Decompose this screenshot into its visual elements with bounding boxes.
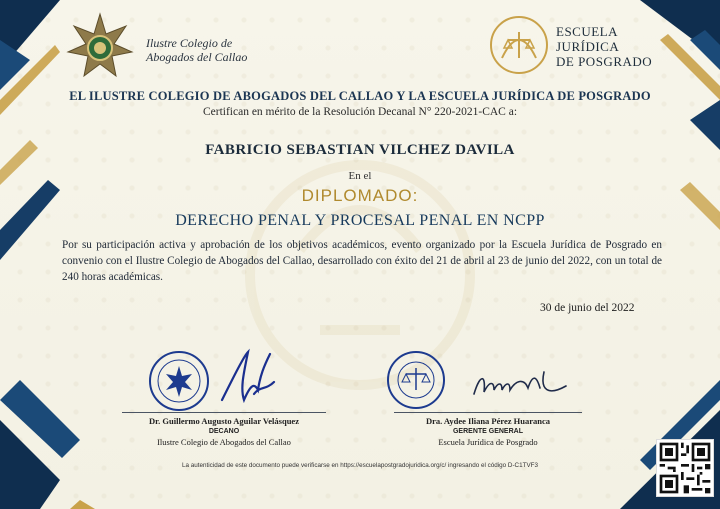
colegio-star-logo-icon [66, 12, 134, 80]
left-signature-line [122, 412, 326, 413]
in-the-label: En el [348, 170, 372, 182]
certificate-body: Por su participación activa y aprobación de los objetivos académicos, evento organizado por la Escuela Jurídica de Posgrado en convenio con el Ilustre Colegio de Abogados del Callao, desarrollado con éxito del 21 de abril al 23 de junio del 2022, con un total de 240 horas académicas. [62, 239, 662, 283]
right-signature-line [394, 412, 582, 413]
recipient-name: FABRICIO SEBASTIAN VILCHEZ DAVILA [205, 142, 515, 158]
program-name: DERECHO PENAL Y PROCESAL PENAL EN NCPP [175, 212, 545, 229]
escuela-seal-icon [384, 350, 448, 410]
left-signature [214, 346, 284, 412]
left-signer-org: Ilustre Colegio de Abogados del Callao [157, 437, 291, 447]
issuers-heading: EL ILUSTRE COLEGIO DE ABOGADOS DEL CALLAO Y LA ESCUELA JURÍDICA DE POSGRADO [69, 89, 651, 103]
brand-line3: DE POSGRADO [556, 54, 653, 69]
right-signer-title: GERENTE GENERAL [452, 427, 523, 435]
right-signer-org: Escuela Jurídica de Posgrado [438, 437, 538, 447]
verification-note: La autenticidad de este documento puede verificarse en https://escuelapostgradojuridica.org/c/ ingresando el código D-C1TVF3 [182, 462, 538, 469]
left-institution-line2: Abogados del Callao [146, 50, 248, 64]
decano-seal-icon [148, 350, 210, 412]
right-signer-name: Dra. Aydee Iliana Pérez Huaranca [425, 416, 551, 426]
resolution-text: Certifican en mérito de la Resolución Decanal N° 220-2021-CAC a: [202, 106, 518, 118]
brand-line2: JURÍDICA [556, 39, 620, 54]
right-signature [470, 366, 580, 410]
left-signer-name: Dr. Guillermo Augusto Aguilar Velásquez [149, 416, 299, 426]
program-type: DIPLOMADO: [301, 186, 419, 205]
escuela-juridica-logo-icon [488, 14, 550, 76]
brand-line1: ESCUELA [556, 24, 618, 39]
issue-date: 30 de junio del 2022 [540, 302, 635, 314]
qr-code[interactable] [656, 439, 714, 497]
left-signer-title: DECANO [208, 427, 240, 435]
left-institution-line1: Ilustre Colegio de [146, 36, 233, 50]
